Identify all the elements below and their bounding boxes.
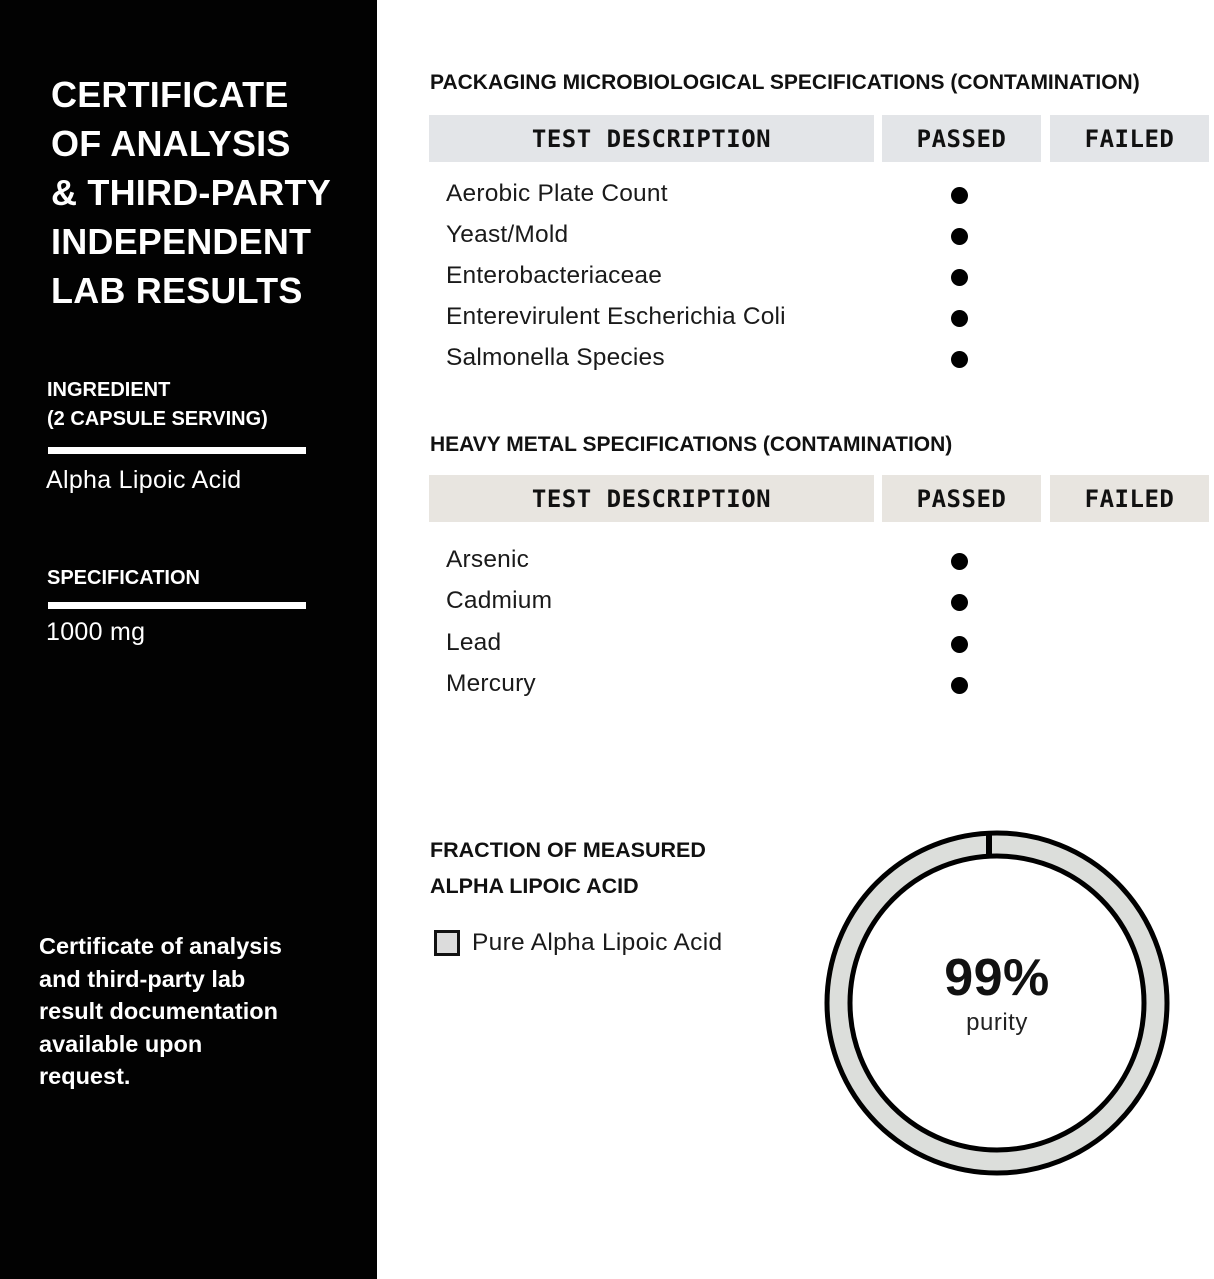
ingredient-label-line: (2 CAPSULE SERVING) — [47, 408, 268, 430]
table-row — [0, 220, 1214, 260]
test-name: Cadmium — [446, 587, 553, 614]
test-name: Salmonella Species — [446, 344, 665, 371]
title-line: OF ANALYSIS — [51, 123, 291, 164]
table-row — [0, 545, 1214, 585]
passed-dot-icon — [951, 636, 968, 653]
title-line: CERTIFICATE — [51, 74, 289, 115]
note-line: and third-party lab — [39, 965, 246, 992]
table-row — [0, 261, 1214, 301]
column-header-passed: PASSED — [882, 475, 1041, 522]
passed-dot-icon — [951, 187, 968, 204]
legend-swatch-icon — [434, 930, 460, 956]
column-header-failed: FAILED — [1050, 115, 1209, 162]
microbiological-title: PACKAGING MICROBIOLOGICAL SPECIFICATIONS (CONTAMINATION) — [430, 71, 1140, 94]
purity-value: 99% — [944, 949, 1050, 1007]
passed-dot-icon — [951, 310, 968, 327]
test-name: Lead — [446, 629, 502, 656]
note-line: request. — [39, 1063, 131, 1089]
specification-label: SPECIFICATION — [47, 567, 200, 589]
ingredient-label-line: INGREDIENT — [47, 379, 171, 401]
passed-dot-icon — [951, 594, 968, 611]
column-header-test-description: TEST DESCRIPTION — [429, 475, 874, 522]
passed-dot-icon — [951, 269, 968, 286]
passed-dot-icon — [951, 228, 968, 245]
ingredient-label — [47, 376, 268, 434]
donut-center-label — [804, 810, 1190, 1196]
passed-dot-icon — [951, 677, 968, 694]
purity-caption: purity — [966, 1009, 1028, 1036]
note-line: result documentation — [39, 998, 278, 1024]
passed-dot-icon — [951, 553, 968, 570]
table-row — [0, 343, 1214, 383]
specification-value: 1000 mg — [46, 618, 146, 646]
column-header-failed: FAILED — [1050, 475, 1209, 522]
purity-donut-chart — [804, 810, 1190, 1196]
test-name: Aerobic Plate Count — [446, 180, 668, 207]
title-line: INDEPENDENT — [51, 221, 312, 262]
column-header-passed: PASSED — [882, 115, 1041, 162]
note-line: available upon — [39, 1030, 203, 1057]
test-name: Yeast/Mold — [446, 221, 569, 248]
chart-legend — [434, 929, 722, 957]
test-name: Mercury — [446, 670, 536, 697]
fraction-title-line: ALPHA LIPOIC ACID — [430, 874, 639, 898]
table-row — [0, 302, 1214, 342]
test-name: Enterobacteriaceae — [446, 262, 663, 289]
test-name: Enterevirulent Escherichia Coli — [446, 303, 786, 330]
title-line: & THIRD-PARTY — [51, 172, 331, 213]
note-line: Certificate of analysis — [39, 933, 282, 959]
divider — [48, 447, 306, 454]
passed-dot-icon — [951, 351, 968, 368]
test-name: Arsenic — [446, 546, 530, 573]
legend-label: Pure Alpha Lipoic Acid — [472, 929, 723, 956]
table-row — [0, 179, 1214, 219]
table-row — [0, 586, 1214, 626]
fraction-title-line: FRACTION OF MEASURED — [430, 838, 706, 862]
ingredient-value: Alpha Lipoic Acid — [46, 466, 242, 494]
table-row — [0, 628, 1214, 668]
column-header-test-description: TEST DESCRIPTION — [429, 115, 874, 162]
heavy-metal-title: HEAVY METAL SPECIFICATIONS (CONTAMINATION) — [430, 433, 953, 456]
availability-note — [39, 930, 329, 1093]
title-line: LAB RESULTS — [51, 270, 303, 311]
fraction-title — [430, 832, 706, 904]
table-row — [0, 669, 1214, 709]
